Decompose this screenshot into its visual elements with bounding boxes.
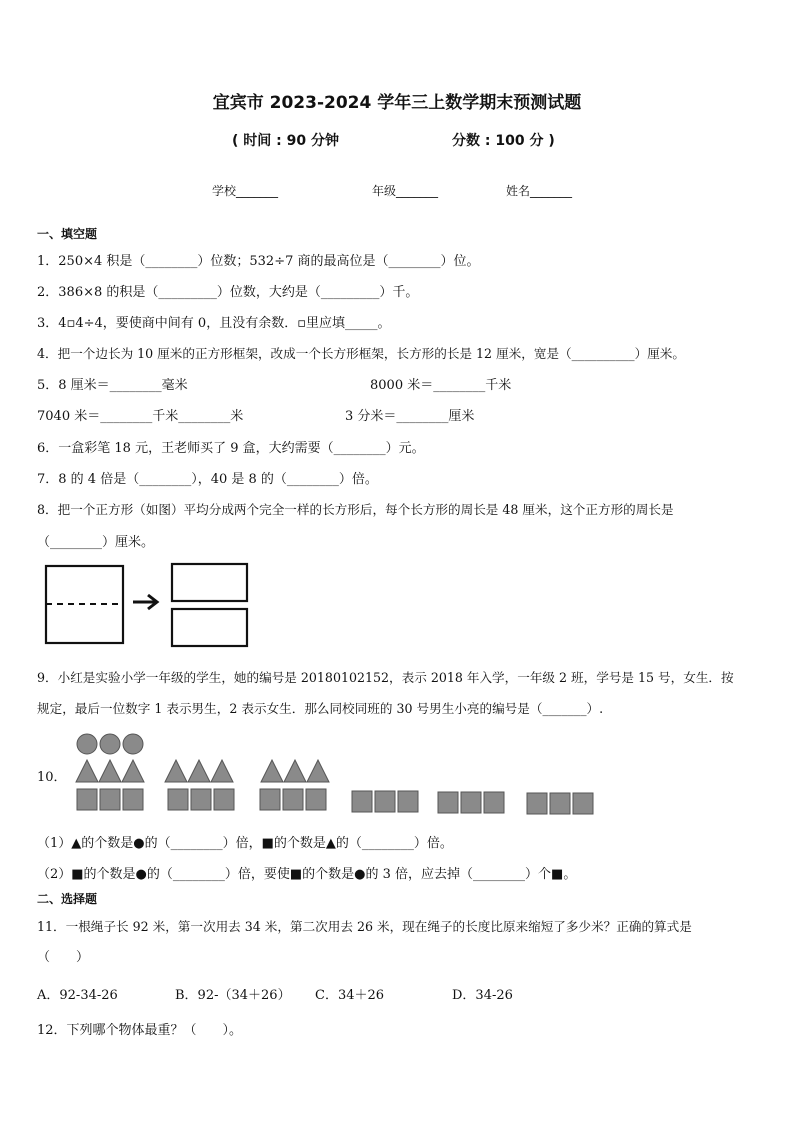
grade-field: 年级_______ <box>372 184 439 198</box>
question-5b: 8000 米＝________千米 <box>370 378 512 393</box>
question-7: 7．8 的 4 倍是（________），40 是 8 的（________）倍。 <box>37 472 378 487</box>
square-shape <box>352 791 372 812</box>
square-shape <box>214 789 234 810</box>
square-shape <box>283 789 303 810</box>
square-shape <box>77 789 97 810</box>
question-11-option-d: D．34-26 <box>452 988 513 1003</box>
square-shape <box>461 792 481 813</box>
question-5c: 7040 米＝________千米________米 <box>37 409 244 424</box>
question-5d: 3 分米＝________厘米 <box>345 409 475 424</box>
circle-shape <box>77 734 97 754</box>
question-11-option-a: A．92-34-26 <box>37 988 118 1003</box>
square-shape <box>375 791 395 812</box>
square-shape <box>398 791 418 812</box>
question-9-line1: 9．小红是实验小学一年级的学生，她的编号是 20180102152，表示 2018 年入学，一年级 2 班，学号是 15 号，女生．按 <box>37 670 734 685</box>
question-5a: 5．8 厘米＝________毫米 <box>37 378 188 393</box>
square-shape <box>438 792 458 813</box>
square-shape <box>527 793 547 814</box>
square-shape <box>484 792 504 813</box>
square-shape <box>550 793 570 814</box>
square-shape <box>100 789 120 810</box>
triangle-shape <box>165 760 187 782</box>
square-shape <box>573 793 593 814</box>
square-split-figure <box>40 560 255 650</box>
triangle-shape <box>261 760 283 782</box>
shapes-count-figure <box>70 730 610 820</box>
triangle-shape <box>284 760 306 782</box>
circle-shape <box>123 734 143 754</box>
name-field: 姓名_______ <box>506 184 573 198</box>
question-3: 3．4▫4÷4，要使商中间有 0，且没有余数．▫里应填_____。 <box>37 316 391 331</box>
triangle-shape <box>307 760 329 782</box>
question-11-option-b: B．92-（34＋26） <box>175 988 291 1003</box>
question-10-part1: （1）▲的个数是●的（________）倍，■的个数是▲的（________）倍。 <box>37 836 453 851</box>
section-heading-choice: 二、选择题 <box>37 892 98 906</box>
school-field: 学校_______ <box>212 184 279 198</box>
square-shape <box>260 789 280 810</box>
question-8-line1: 8．把一个正方形（如图）平均分成两个完全一样的长方形后，每个长方形的周长是 48 厘米，这个正方形的周长是 <box>37 502 674 517</box>
question-1: 1．250×4 积是（________）位数；532÷7 商的最高位是（________）位。 <box>37 254 480 269</box>
square-shape <box>123 789 143 810</box>
rectangle-top <box>172 564 247 601</box>
question-4: 4．把一个边长为 10 厘米的正方形框架，改成一个长方形框架，长方形的长是 12 厘米，宽是（__________）厘米。 <box>37 346 685 361</box>
exam-time: ( 时间 : 90 分钟 <box>232 133 339 149</box>
triangle-shape <box>188 760 210 782</box>
triangle-shape <box>211 760 233 782</box>
question-10-part2: （2）■的个数是●的（________）倍，要使■的个数是●的 3 倍，应去掉（________）个■。 <box>37 867 577 882</box>
square-shape <box>191 789 211 810</box>
question-11-line1: 11．一根绳子长 92 米，第一次用去 34 米，第二次用去 26 米，现在绳子的长度比原来缩短了多少米？正确的算式是 <box>37 919 692 934</box>
question-10-label: 10． <box>37 770 67 785</box>
triangle-shape <box>76 760 98 782</box>
question-2: 2．386×8 的积是（_________）位数，大约是（_________）千。 <box>37 285 419 300</box>
rectangle-bottom <box>172 609 247 646</box>
question-11-option-c: C．34＋26 <box>315 988 385 1003</box>
page-title: 宜宾市 2023-2024 学年三上数学期末预测试题 <box>212 93 582 113</box>
question-6: 6．一盒彩笔 18 元，王老师买了 9 盒，大约需要（________）元。 <box>37 441 425 456</box>
triangle-shape <box>99 760 121 782</box>
triangle-shape <box>122 760 144 782</box>
question-12: 12．下列哪个物体最重？（ ）。 <box>37 1023 243 1038</box>
square-shape <box>306 789 326 810</box>
question-9-line2: 规定，最后一位数字 1 表示男生，2 表示女生．那么同校同班的 30 号男生小亮的编号是（_______）. <box>37 701 604 716</box>
square-shape <box>168 789 188 810</box>
section-heading-fill: 一、填空题 <box>37 227 98 241</box>
question-8-line2: （________）厘米。 <box>37 535 155 550</box>
exam-score: 分数 : 100 分 ) <box>452 133 555 149</box>
question-11-line2: （ ） <box>37 950 90 965</box>
circle-shape <box>100 734 120 754</box>
